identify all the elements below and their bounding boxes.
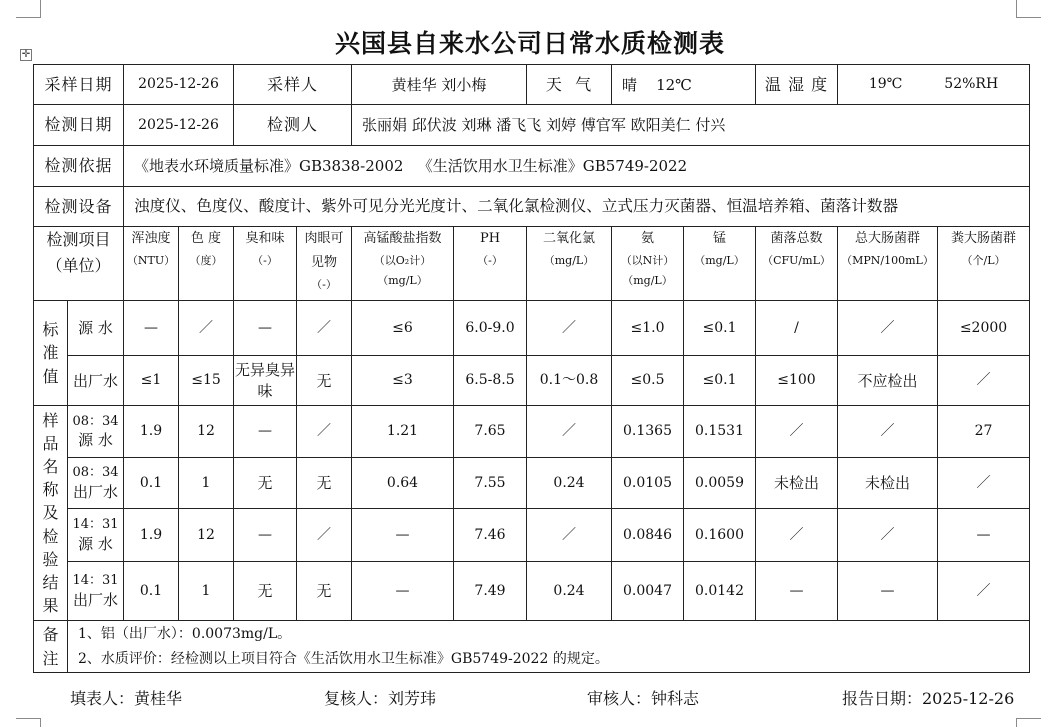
basis-label: 检测依据	[34, 146, 124, 187]
value-cell: ≤0.1	[684, 301, 756, 356]
standard-label	[34, 301, 68, 406]
value-cell: 0.1	[124, 458, 179, 509]
sampler-label: 采样人	[234, 65, 352, 105]
value-cell: —	[838, 562, 938, 621]
value-cell: ≤2000	[938, 301, 1030, 356]
value-cell: ≤0.1	[684, 356, 756, 406]
value-cell: 12	[179, 406, 234, 458]
value-cell: 7.46	[454, 509, 527, 562]
value-cell: 0.1	[124, 562, 179, 621]
value-cell: ／	[838, 301, 938, 356]
water-quality-table	[33, 64, 1030, 673]
remarks-content	[68, 621, 1030, 673]
tester-label: 检测人	[234, 105, 352, 146]
value-cell: ／	[838, 406, 938, 458]
value-cell: 无	[234, 562, 297, 621]
approver-signature: 审核人：钟科志	[587, 689, 700, 708]
document-title: 兴国县自来水公司日常水质检测表	[334, 29, 725, 58]
value-cell: 1.21	[352, 406, 454, 458]
sample-time: 08：34	[72, 413, 119, 429]
standard-label-char: 值	[42, 366, 59, 386]
value-cell: 27	[938, 406, 1030, 458]
value-cell: —	[938, 509, 1030, 562]
value-cell: 未检出	[838, 458, 938, 509]
value-cell: ／	[527, 509, 612, 562]
crop-mark-top-left	[16, 0, 41, 18]
value-cell: 12	[179, 509, 234, 562]
value-cell: 0.0047	[612, 562, 684, 621]
value-cell: ≤6	[352, 301, 454, 356]
value-cell: 未检出	[756, 458, 838, 509]
sample-type: 源 水	[78, 534, 113, 553]
value-cell: 0.1531	[684, 406, 756, 458]
standard-label-char: 准	[42, 343, 59, 363]
sample-label-char: 果	[42, 596, 59, 616]
col-turbidity	[124, 227, 179, 301]
humidity-value: 52%RH	[944, 76, 999, 93]
value-cell: 无异臭异味	[234, 356, 297, 406]
value-cell: 无	[297, 356, 352, 406]
sampling-date: 2025-12-26	[124, 65, 234, 105]
value-cell: ／	[838, 509, 938, 562]
value-cell: 不应检出	[838, 356, 938, 406]
table-move-handle-icon[interactable]: ✛	[21, 49, 31, 60]
col-color-unit: （度）	[189, 254, 223, 268]
col-odor-name: 臭和味	[245, 231, 285, 246]
col-fecal-coliform-name: 粪大肠菌群	[950, 231, 1016, 246]
sample-name	[68, 406, 124, 458]
value-cell: ／	[297, 301, 352, 356]
value-cell: 0.0142	[684, 562, 756, 621]
value-cell: 1.9	[124, 509, 179, 562]
sampler-names: 黄桂华 刘小梅	[352, 65, 527, 105]
value-cell: 7.65	[454, 406, 527, 458]
value-cell: /	[756, 301, 838, 356]
col-ammonia-name: 氨	[640, 231, 654, 246]
sample-label-char: 样	[42, 410, 59, 430]
col-manganese-unit: （mg/L）	[694, 254, 745, 268]
col-colony-count-name: 菌落总数	[770, 231, 823, 246]
col-ph	[454, 227, 527, 301]
basis-row	[34, 146, 1030, 187]
sampling-date-label: 采样日期	[34, 65, 124, 105]
col-colony-count-unit: （CFU/mL）	[762, 254, 831, 268]
temperature-value: 19℃	[868, 76, 903, 93]
col-ph-unit: （-）	[477, 254, 503, 268]
value-cell: ≤1	[124, 356, 179, 406]
sample-type: 出厂水	[72, 482, 118, 501]
col-turbidity-unit: （NTU）	[126, 254, 176, 268]
col-ph-name: PH	[479, 231, 501, 246]
row-name: 源 水	[68, 301, 124, 356]
sample-label-char: 品	[42, 433, 59, 453]
sample-label	[34, 406, 68, 621]
sample-label-char: 结	[42, 572, 59, 592]
col-permanganate-name: 高锰酸盐指数	[363, 231, 442, 246]
value-cell: 7.55	[454, 458, 527, 509]
col-fecal-coliform-unit: （个/L）	[961, 254, 1006, 268]
value-cell: 无	[234, 458, 297, 509]
col-color-name: 色 度	[190, 231, 222, 246]
sample-row	[34, 458, 1030, 509]
value-cell: ／	[297, 406, 352, 458]
value-cell: —	[756, 562, 838, 621]
value-cell: 6.5-8.5	[454, 356, 527, 406]
value-cell: 1	[179, 562, 234, 621]
testing-row	[34, 105, 1030, 146]
col-chlorine-dioxide	[527, 227, 612, 301]
column-header-row	[34, 227, 1030, 301]
sample-row	[34, 509, 1030, 562]
standard-row-outlet	[34, 356, 1030, 406]
col-manganese	[684, 227, 756, 301]
value-cell: —	[352, 509, 454, 562]
sample-type: 出厂水	[72, 590, 118, 609]
basis-value: 《地表水环境质量标准》GB3838-2002 《生活饮用水卫生标准》GB5749-2022	[124, 146, 1030, 187]
sample-name	[68, 562, 124, 621]
col-chlorine-dioxide-name: 二氧化氯	[542, 231, 595, 246]
value-cell: ≤15	[179, 356, 234, 406]
remarks-row	[34, 621, 1030, 673]
standard-row-source	[34, 301, 1030, 356]
value-cell: 0.1～0.8	[527, 356, 612, 406]
crop-mark-top-right	[1016, 0, 1041, 18]
sample-row	[34, 562, 1030, 621]
col-visible-matter	[297, 227, 352, 301]
value-cell: 0.0105	[612, 458, 684, 509]
sample-label-char: 称	[42, 480, 59, 500]
value-cell: ／	[527, 406, 612, 458]
report-date: 报告日期：2025-12-26	[842, 689, 1015, 708]
col-ammonia-unit: （mg/L）	[622, 274, 673, 288]
value-cell: 0.1600	[684, 509, 756, 562]
remarks-label	[34, 621, 68, 673]
sample-time: 08：34	[72, 465, 119, 481]
sample-label-char: 检	[42, 526, 59, 546]
value-cell: ／	[756, 406, 838, 458]
col-total-coliform-name: 总大肠菌群	[854, 231, 920, 246]
col-colony-count	[756, 227, 838, 301]
col-visible-matter-unit: （-）	[311, 278, 337, 292]
value-cell: 0.0846	[612, 509, 684, 562]
weather-value: 晴 12℃	[612, 65, 756, 105]
value-cell: ／	[527, 301, 612, 356]
items-header-unit: （单位）	[46, 255, 111, 275]
remark-line-1: 1、铝（出厂水）：0.0073mg/L。	[78, 626, 292, 642]
sample-label-char: 验	[42, 549, 59, 569]
value-cell: —	[352, 562, 454, 621]
col-visible-matter-name1: 肉眼可	[304, 231, 344, 246]
signature-footer	[0, 686, 1060, 708]
value-cell: ≤1.0	[612, 301, 684, 356]
value-cell: 6.0-9.0	[454, 301, 527, 356]
value-cell: ≤100	[756, 356, 838, 406]
sample-time: 14：31	[72, 573, 119, 589]
value-cell: ／	[938, 562, 1030, 621]
temp-humidity-value	[838, 65, 1030, 105]
sample-time: 14：31	[72, 517, 119, 533]
remarks-label-char: 备	[42, 625, 59, 645]
value-cell: —	[234, 509, 297, 562]
col-fecal-coliform	[938, 227, 1030, 301]
temp-humidity-label: 温 湿 度	[756, 65, 838, 105]
remarks-label-char: 注	[42, 648, 59, 668]
col-ammonia	[612, 227, 684, 301]
remark-line-2: 2、水质评价：经检测以上项目符合《生活饮用水卫生标准》GB5749-2022 的规定。	[78, 650, 609, 667]
value-cell: ／	[938, 356, 1030, 406]
sample-name	[68, 458, 124, 509]
equipment-row	[34, 187, 1030, 227]
col-ammonia-basis: （以N计）	[620, 254, 675, 268]
value-cell: 无	[297, 458, 352, 509]
col-manganese-name: 锰	[712, 231, 726, 246]
value-cell: 0.0059	[684, 458, 756, 509]
row-name: 出厂水	[68, 356, 124, 406]
value-cell: —	[124, 301, 179, 356]
equipment-value: 浊度仪、色度仪、酸度计、紫外可见分光光度计、二氧化氯检测仪、立式压力灭菌器、恒温培养箱、菌落计数器	[124, 187, 1030, 227]
testing-date: 2025-12-26	[124, 105, 234, 146]
value-cell: ／	[179, 301, 234, 356]
value-cell: 7.49	[454, 562, 527, 621]
value-cell: ／	[938, 458, 1030, 509]
value-cell: 0.1365	[612, 406, 684, 458]
value-cell: —	[234, 406, 297, 458]
reviewer-signature: 复核人：刘芳玮	[324, 689, 437, 708]
col-odor-unit: （-）	[252, 254, 278, 268]
col-permanganate-unit: （mg/L）	[377, 274, 428, 288]
col-visible-matter-name2: 见物	[310, 255, 337, 271]
filler-signature: 填表人：黄桂华	[70, 689, 183, 708]
testing-date-label: 检测日期	[34, 105, 124, 146]
value-cell: 无	[297, 562, 352, 621]
value-cell: 0.24	[527, 562, 612, 621]
sampling-row	[34, 65, 1030, 105]
col-turbidity-name: 浑浊度	[131, 231, 171, 246]
sample-label-char: 名	[42, 457, 59, 477]
tester-names: 张丽娟 邱伏波 刘琳 潘飞飞 刘婷 傅官军 欧阳美仁 付兴	[352, 105, 1030, 146]
col-total-coliform	[838, 227, 938, 301]
sample-label-char: 及	[42, 503, 59, 523]
col-permanganate	[352, 227, 454, 301]
value-cell: ≤0.5	[612, 356, 684, 406]
col-color	[179, 227, 234, 301]
value-cell: 0.64	[352, 458, 454, 509]
value-cell: —	[234, 301, 297, 356]
sample-row	[34, 406, 1030, 458]
col-chlorine-dioxide-unit: （mg/L）	[543, 254, 595, 268]
sample-name	[68, 509, 124, 562]
col-permanganate-basis: （以O₂计）	[373, 254, 432, 268]
value-cell: ／	[297, 509, 352, 562]
value-cell: ／	[756, 509, 838, 562]
col-odor	[234, 227, 297, 301]
equipment-label: 检测设备	[34, 187, 124, 227]
standard-label-char: 标	[42, 320, 59, 340]
weather-label: 天 气	[527, 65, 612, 105]
items-header	[34, 227, 124, 301]
value-cell: 1.9	[124, 406, 179, 458]
items-header-title: 检测项目	[46, 230, 111, 249]
col-total-coliform-unit: （MPN/100mL）	[841, 254, 934, 268]
value-cell: ≤3	[352, 356, 454, 406]
value-cell: 1	[179, 458, 234, 509]
value-cell: 0.24	[527, 458, 612, 509]
sample-type: 源 水	[78, 431, 113, 450]
